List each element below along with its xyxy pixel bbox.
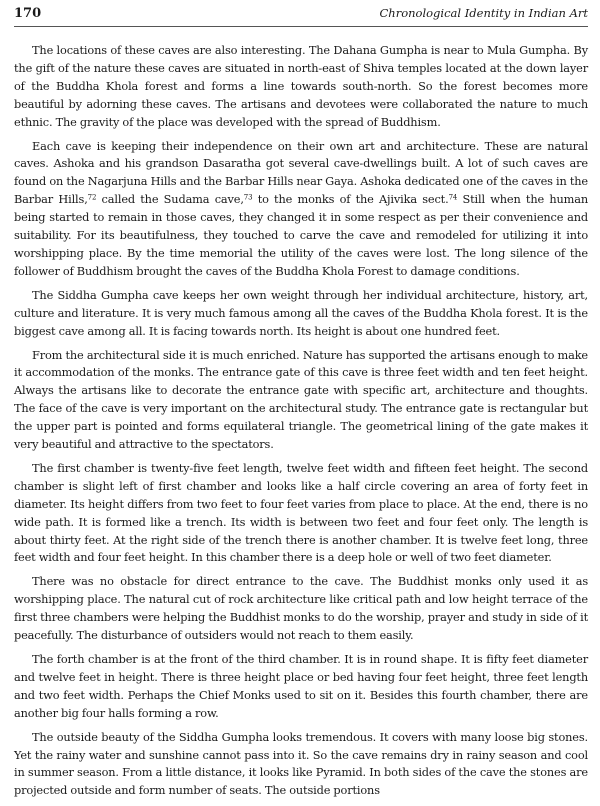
paragraph: The locations of these caves are also interesting. The Dahana Gumpha is near to Mula Gumpha. By the gift of the nature these caves are situated in north-east of Shiva temples located at the down layer of the Buddha Khola forest and forms a line towards south-north. So the forest becomes more beautiful by adorning these caves. The artisans and devotees were collaborated the nature to much ethnic. The gravity of the place was developed with the spread of Buddhism. <box>14 43 588 129</box>
paragraph: The forth chamber is at the front of the third chamber. It is in round shape. It is fifty feet diameter and twelve feet in height. There is three height place or bed having four feet height, three feet length and two feet width. Perhaps the Chief Monks used to sit on it. Besides this fourth chamber, there are another big four halls forming a row. <box>14 652 588 720</box>
footnote-ref[interactable]: 73 <box>243 193 253 202</box>
paragraph: There was no obstacle for direct entrance to the cave. The Buddhist monks only used it as worshipping place. The natural cut of rock architecture like critical path and low height terrace of the first three chambers were helping the Buddhist monks to do the worship, prayer and study in side of it peacefully. The disturbance of outsiders would not reach to them easily. <box>14 574 588 643</box>
page-header <box>14 6 588 27</box>
paragraph-text: Each cave is keeping their independence on their own art and architecture. These are natural caves. Ashoka and his grandson Dasaratha got several cave-dwellings built. A lot of such caves are found on the Nagarjuna Hills and the Barbar Hills near Gaya. Ashoka dedicated one of the caves in the Barbar Hills, <box>14 138 588 207</box>
paragraph: The outside beauty of the Siddha Gumpha looks tremendous. It covers with many loose big stones. Yet the rainy water and sunshine cannot pass into it. So the cave remains dry in rainy season and cool in summer season. From a little distance, it looks like Pyramid. In both sides of the cave the stones are projected outside and form number of seats. The outside portions <box>14 729 588 798</box>
paragraph-text: called the Sudama cave, <box>96 192 244 207</box>
paragraph <box>14 138 588 281</box>
paragraph: The Siddha Gumpha cave keeps her own weight through her individual architecture, history, art, culture and literature. It is very much famous among all the caves of the Buddha Khola forest. It is the biggest cave among all. It is facing towards north. Its height is about one hundred feet. <box>14 287 588 338</box>
footnote-ref[interactable]: 74 <box>448 193 458 202</box>
paragraph: The first chamber is twenty-five feet length, twelve feet width and fifteen feet height. The second chamber is slight left of first chamber and looks like a half circle covering an area of forty feet in diameter. Its height differs from two feet to four feet varies from place to place. At the end, there is no wide path. It is formed like a trench. Its width is between two feet and four feet only. The length is about thirty feet. At the right side of the trench there is another chamber. It is twelve feet long, three feet width and four feet height. In this chamber there is a deep hole or well of two feet diameter. <box>14 460 588 565</box>
paragraph-text: Still when the human being started to remain in those caves, they changed it in some respect as per their convenience and suitability. For its beautifulness, they touched to carve the cave and remodeled for utilizing it into worshipping place. By the time memorial the utility of the caves were lost. The long silence of the follower of Buddhism brought the caves of the Buddha Khola Forest to damage conditions. <box>14 192 589 278</box>
body-text <box>14 42 588 806</box>
paragraph: From the architectural side it is much enriched. Nature has supported the artisans enough to make it accommodation of the monks. The entrance gate of this cave is three feet width and ten feet height. Always the artisans like to decorate the entrance gate with specific art, architecture and thoughts. The face of the cave is very important on the architectural study. The entrance gate is rectangular but the upper part is pointed and forms equilateral triangle. The geometrical lining of the gate makes it very beautiful and attractive to the spectators. <box>14 347 588 452</box>
running-title: Chronological Identity in Indian Art <box>379 6 588 20</box>
footnote-ref[interactable]: 72 <box>87 193 97 202</box>
paragraph-text: to the monks of the Ajivika sect. <box>252 192 449 207</box>
page-number: 170 <box>14 6 42 21</box>
